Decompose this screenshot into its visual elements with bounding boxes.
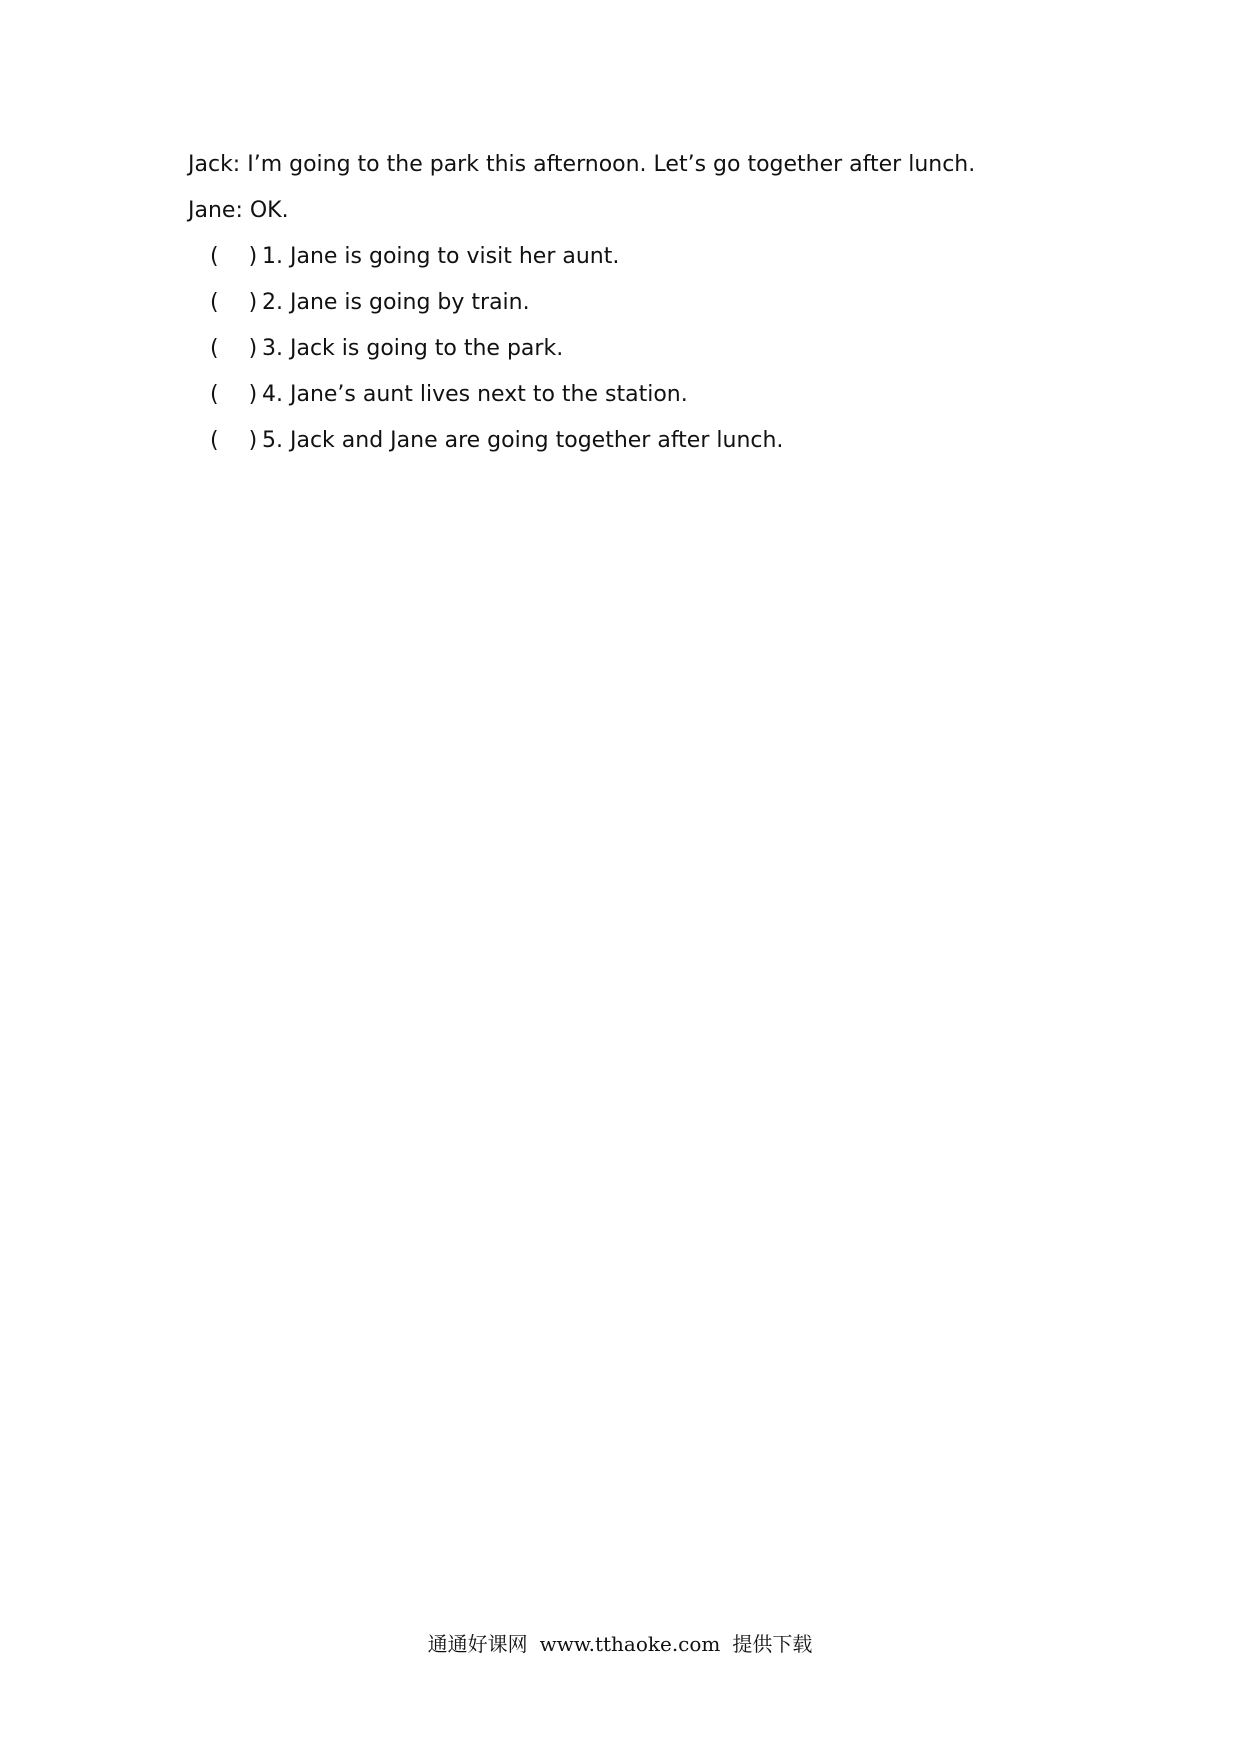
paren-close: ) <box>248 382 258 407</box>
dialogue-line-jack: Jack: I’m going to the park this afternoon. Let’s go together after lunch. <box>188 152 976 177</box>
question-text: 2. Jane is going by train. <box>262 290 530 315</box>
paren-close: ) <box>248 428 258 453</box>
question-item-4 <box>210 380 688 410</box>
answer-blank[interactable] <box>210 380 262 410</box>
question-item-2 <box>210 288 530 318</box>
question-text: 1. Jane is going to visit her aunt. <box>262 244 620 269</box>
page-footer <box>0 1630 1240 1658</box>
question-item-5 <box>210 426 783 456</box>
question-text: 5. Jack and Jane are going together after lunch. <box>262 428 784 453</box>
question-text: 4. Jane’s aunt lives next to the station. <box>262 382 688 407</box>
answer-blank[interactable] <box>210 242 262 272</box>
footer-site-name: 通通好课网 <box>427 1632 528 1656</box>
footer-url-link[interactable]: www.tthaoke.com <box>539 1632 721 1656</box>
paren-close: ) <box>248 290 258 315</box>
question-item-1 <box>210 242 619 272</box>
footer-suffix: 提供下载 <box>732 1632 813 1656</box>
paren-close: ) <box>248 336 258 361</box>
answer-blank[interactable] <box>210 426 262 456</box>
paren-close: ) <box>248 244 258 269</box>
dialogue-line-jane: Jane: OK. <box>188 198 289 223</box>
paren-open: ( <box>210 336 219 361</box>
question-item-3 <box>210 334 563 364</box>
answer-blank[interactable] <box>210 288 262 318</box>
paren-open: ( <box>210 428 219 453</box>
paren-open: ( <box>210 290 219 315</box>
answer-blank[interactable] <box>210 334 262 364</box>
paren-open: ( <box>210 244 219 269</box>
paren-open: ( <box>210 382 219 407</box>
question-text: 3. Jack is going to the park. <box>262 336 564 361</box>
